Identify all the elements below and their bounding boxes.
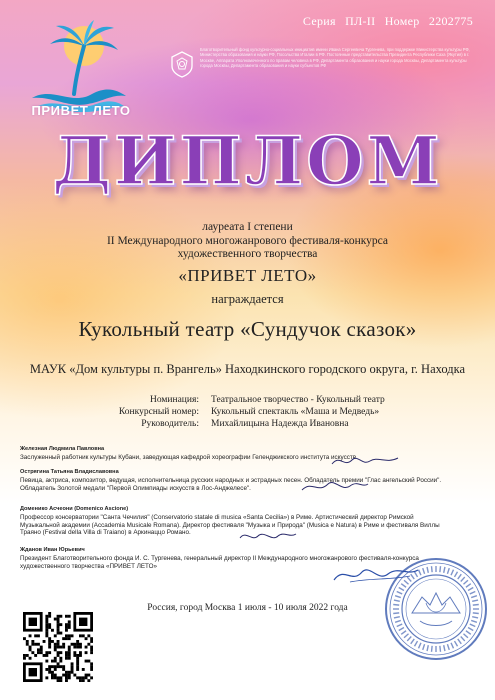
organization: МАУК «Дом культуры п. Врангель» Находкинского городского округа, г. Находка: [29, 362, 466, 376]
number-value: 2202775: [428, 14, 473, 28]
laureate-degree: лауреата I степени: [202, 221, 293, 233]
series-number: [297, 14, 473, 29]
jury-name: Жданов Иван Юрьевич: [20, 547, 85, 553]
emblem-icon: [167, 49, 197, 79]
foundation-text: Благотворительный фонд культурно-социальных инициатив имени Ивана Сергеевича Тургенева, при поддержке Министерства культуры РФ, Министерства образования и науки РФ, Посольства Италии в РФ. Постоянные представительства Президента Республики Саха (Якутия) в г. Москве, Аппарата Уполномоченного по правам человека в РФ, Департамента образования и науки города Москвы, Департамента культуры города Москвы, Департамента образования и науки субъектов РФ: [200, 47, 470, 69]
detail-label: Номинация:: [149, 395, 199, 405]
series-value: ПЛ-II: [345, 14, 376, 28]
jury-name: Острягина Татьяна Владиславовна: [20, 469, 119, 475]
palm-logo: [22, 16, 132, 116]
detail-value: Михайлицына Надежда Ивановна: [211, 419, 349, 430]
number-label: Номер: [384, 14, 420, 28]
details-table: [90, 394, 430, 431]
jury-bio: Заслуженный работник культуры Кубани, заведующая кафедрой хореографии Геленджикского института искусств.: [20, 453, 358, 461]
detail-row: [90, 418, 430, 430]
qr-code[interactable]: [23, 612, 93, 682]
festival-name: «ПРИВЕТ ЛЕТО»: [178, 266, 317, 285]
awarded-text: награждается: [211, 292, 284, 306]
detail-row: [90, 394, 430, 406]
laureate-block: [0, 221, 495, 262]
jury-bio: Профессор консерватории "Санта Чечилия" (Conservatorio statale di musica «Santa Cecilia») в Риме. Артистический директор Римской Музыкальной академии (Accademia Musicale Romana). Директор фестиваля "Музыка и Природа" (Musica e Natura) в Риме и фестиваля Виллы Траяно (Festival della Villa di Traiano) в Аркинаццо Романо.: [20, 513, 440, 537]
footer-location-date: Россия, город Москва 1 июля - 10 июля 2022 года: [147, 603, 348, 613]
detail-label: Руководитель:: [141, 419, 199, 430]
festival-line-1: II Международного многожанрового фестиваля-конкурса: [106, 234, 389, 247]
jury-bio: Певица, актриса, композитор, ведущая, исполнительница русских народных и эстрадных песен. Обладатель премии "Глас ангельский России". Обладатель Золотой медали "Первой Олимпиады искусств в Лос-Анджелесе".: [20, 476, 442, 492]
detail-value: Кукольный спектакль «Маша и Медведь»: [211, 407, 380, 418]
jury-name: Железная Людмила Павловна: [20, 446, 105, 452]
detail-row: [90, 406, 430, 418]
detail-value: Театральное творчество - Кукольный театр: [211, 395, 385, 405]
jury-bio: Президент Благотворительного фонда И. С. Тургенева, генеральный директор II Международного многожанрового фестиваля-конкурса художественного творчества «ПРИВЕТ ЛЕТО»: [20, 554, 419, 570]
signature-2: [300, 476, 370, 496]
jury-member: [20, 506, 450, 537]
logo-text: ПРИВЕТ ЛЕТО: [31, 103, 131, 118]
detail-label: Конкурсный номер:: [118, 407, 199, 418]
signature-3: [238, 528, 298, 544]
diploma-title: ДИПЛОМ: [52, 122, 443, 200]
festival-line-2: художественного творчества: [177, 248, 318, 260]
signature-1: [330, 452, 400, 470]
jury-name: Доменико Асчеони (Domenico Ascione): [20, 506, 129, 512]
recipient-name: Кукольный театр «Сундучок сказок»: [78, 317, 417, 341]
jury-member: [20, 469, 450, 492]
series-label: Серия: [302, 14, 336, 28]
official-seal: [382, 555, 490, 663]
